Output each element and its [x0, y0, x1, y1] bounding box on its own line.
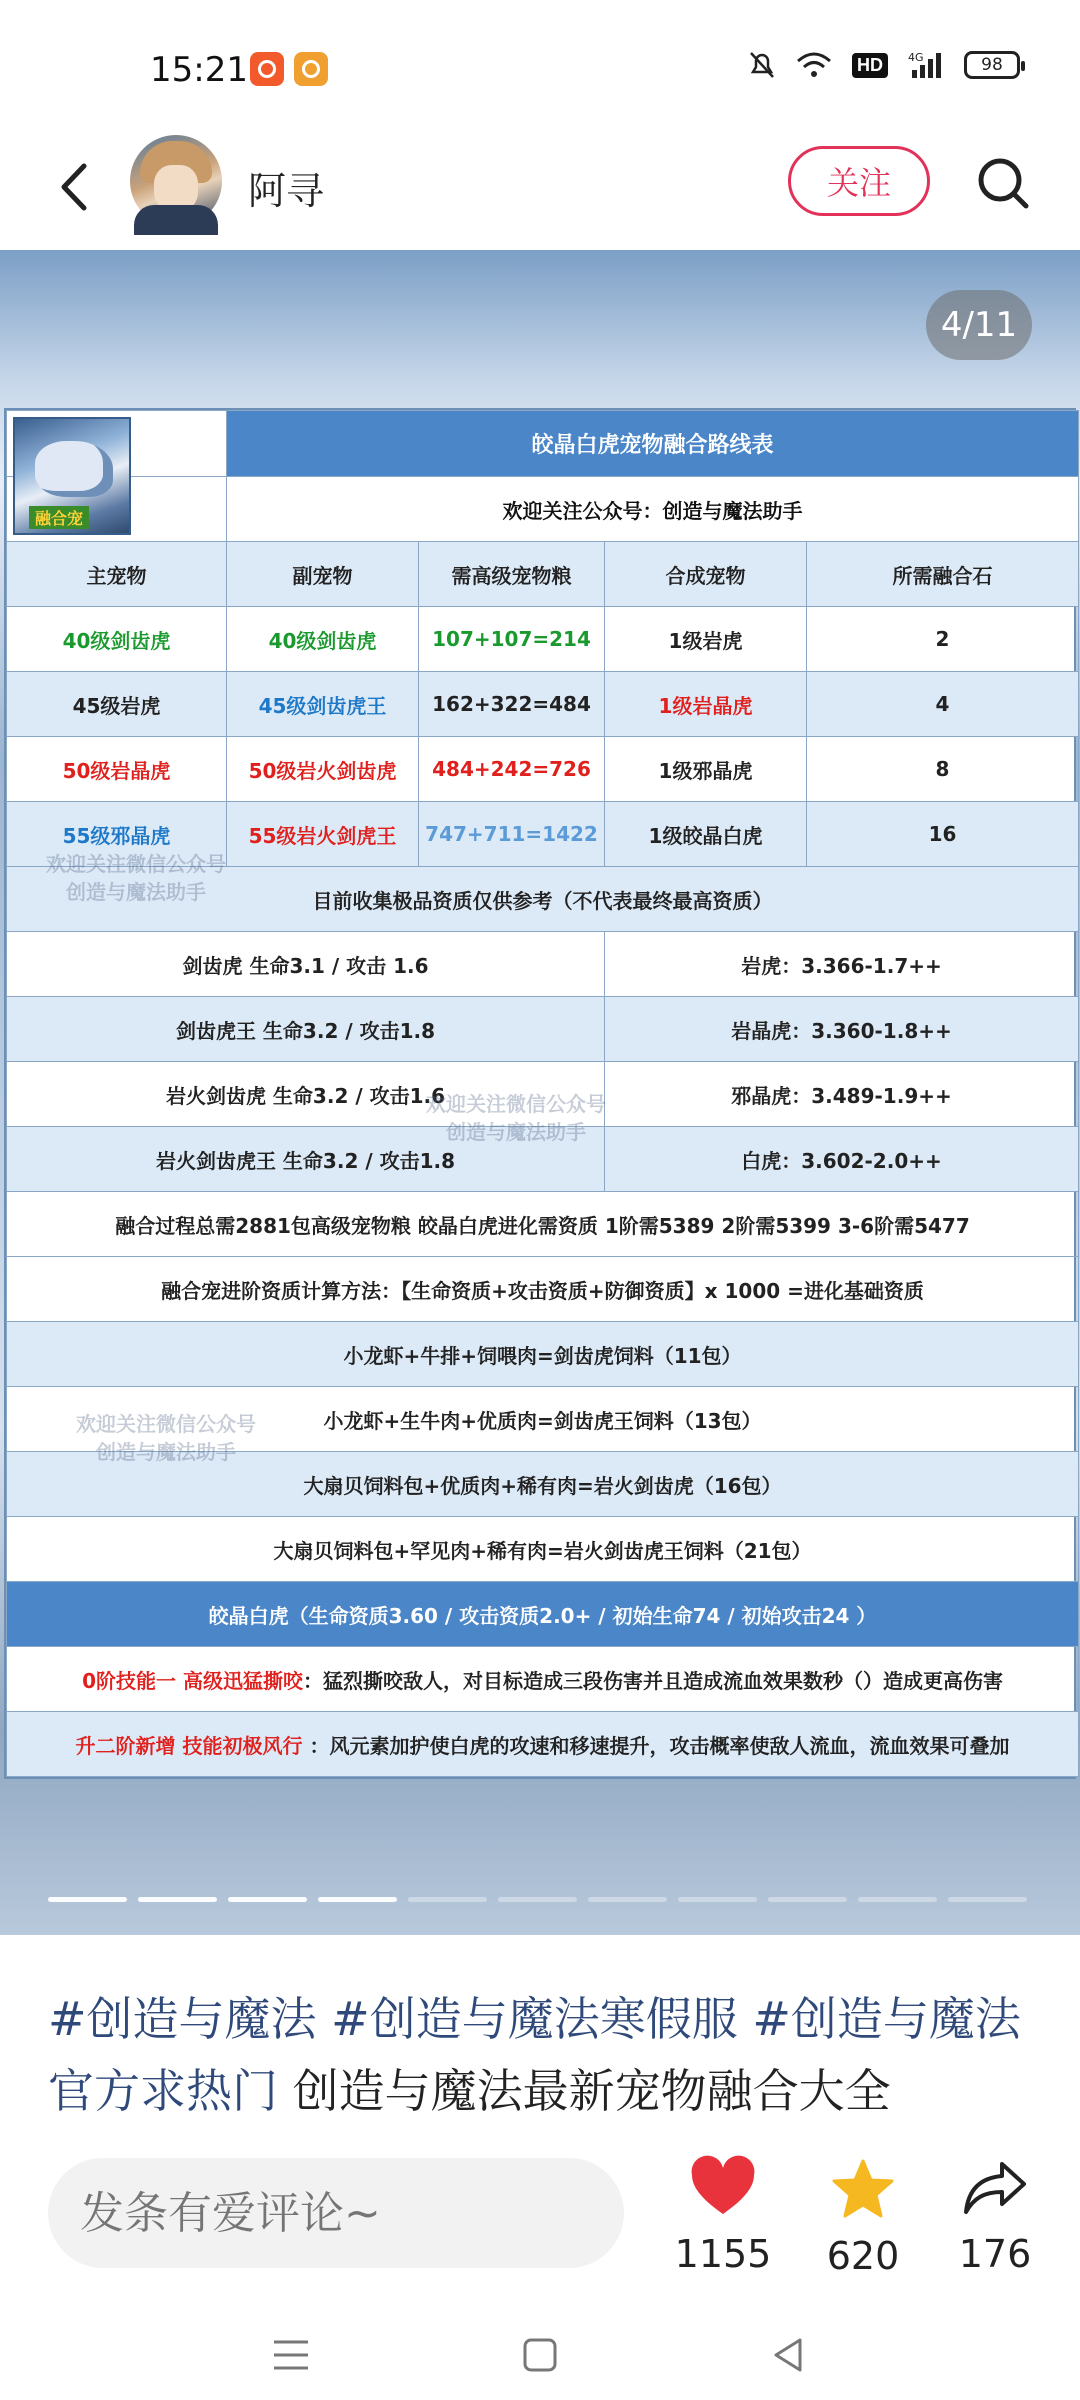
- menu-icon[interactable]: [266, 2330, 316, 2380]
- avatar[interactable]: [130, 135, 222, 227]
- share-button[interactable]: [940, 2158, 1050, 2276]
- process-text: 融合过程总需2881包高级宠物粮 皎晶白虎进化需资质 1阶需5389 2阶需5399 3-6阶需5477: [7, 1192, 1079, 1257]
- stats-row: [7, 997, 1079, 1062]
- wifi-icon: [796, 51, 832, 79]
- skill-cell: [7, 1647, 1079, 1712]
- author-name[interactable]: 阿寻: [248, 169, 325, 213]
- table-header-row: [7, 542, 1079, 607]
- process-row: [7, 1192, 1079, 1257]
- fusion-route-table: [4, 408, 1076, 1779]
- post-header: [0, 130, 1080, 250]
- watermark-line: 欢迎关注微信公众号: [426, 1092, 606, 1116]
- table-cell: 40级剑齿虎: [7, 607, 227, 672]
- table-row: [7, 607, 1079, 672]
- formula-text: 融合宠进阶资质计算方法：【生命资质+攻击资质+防御资质】x 1000 =进化基础资质: [7, 1257, 1079, 1322]
- table-cell: 45级岩虎: [7, 672, 227, 737]
- stat-right: 岩虎：3.366-1.7++: [605, 932, 1079, 997]
- column-header: 需高级宠物粮: [419, 542, 605, 607]
- post-caption: [48, 1983, 1038, 2143]
- battery-indicator: 98: [964, 51, 1020, 79]
- skill-description: ：风元素加护使白虎的攻速和移速提升，攻击概率使敌人流血，流血效果可叠加: [302, 1733, 1010, 1758]
- recipe-row: [7, 1517, 1079, 1582]
- mute-bell-icon: [748, 50, 776, 80]
- summary-row: [7, 1582, 1079, 1647]
- table-cell: 45级剑齿虎王: [227, 672, 419, 737]
- table-row: [7, 802, 1079, 867]
- stat-left: 岩火剑齿虎 生命3.2 / 攻击1.6: [7, 1062, 605, 1127]
- stat-right: 邪晶虎：3.489-1.9++: [605, 1062, 1079, 1127]
- table-cell: 16: [807, 802, 1079, 867]
- table-cell: 2: [807, 607, 1079, 672]
- carousel-dots: [48, 1897, 1027, 1902]
- recipe-row: [7, 1322, 1079, 1387]
- recipe-text: 小龙虾+牛排+饲喂肉=剑齿虎饲料（11包）: [7, 1322, 1079, 1387]
- share-icon: [962, 2158, 1028, 2218]
- table-cell: 55级邪晶虎: [7, 802, 227, 867]
- stat-right: 白虎：3.602-2.0++: [605, 1127, 1079, 1192]
- stats-row: [7, 1127, 1079, 1192]
- recipe-row: [7, 1387, 1079, 1452]
- summary-text: 皎晶白虎（生命资质3.60 / 攻击资质2.0+ / 初始生命74 / 初始攻击24 ）: [7, 1582, 1079, 1647]
- favorite-count: 620: [826, 2234, 900, 2278]
- weibo-notification-icon: [294, 52, 328, 86]
- comment-input[interactable]: [48, 2158, 624, 2268]
- skill-row: [7, 1647, 1079, 1712]
- back-arrow-icon[interactable]: [44, 152, 114, 222]
- skill-row: [7, 1712, 1079, 1777]
- thumbnail-tag: 融合宠: [29, 506, 89, 529]
- caption-text: 创造与魔法最新宠物融合大全: [292, 2064, 891, 2118]
- watermark-line: 欢迎关注微信公众号: [46, 852, 226, 876]
- skill-description: ：猛烈撕咬敌人，对目标造成三段伤害并且造成流血效果数秒（）造成更高伤害: [302, 1668, 1003, 1693]
- recipe-text: 大扇贝饲料包+罕见肉+稀有肉=岩火剑齿虎王饲料（21包）: [7, 1517, 1079, 1582]
- table-cell: 1级岩虎: [605, 607, 807, 672]
- table-title: 皎晶白虎宠物融合路线表: [227, 411, 1079, 477]
- column-header: 副宠物: [227, 542, 419, 607]
- hashtag[interactable]: #创造与魔法官方求热门: [48, 1992, 1021, 2118]
- notice-row: [7, 867, 1079, 932]
- table-cell: 55级岩火剑虎王: [227, 802, 419, 867]
- watermark-line: 欢迎关注微信公众号: [76, 1412, 256, 1436]
- table-row: [7, 672, 1079, 737]
- app-notification-icon: [250, 52, 284, 86]
- formula-row: [7, 1257, 1079, 1322]
- follow-button[interactable]: 关注: [788, 146, 930, 216]
- skill-label: 0阶技能一 高级迅猛撕咬: [82, 1668, 303, 1693]
- table-cell: 1级邪晶虎: [605, 737, 807, 802]
- table-cell: 747+711=1422: [419, 802, 605, 867]
- bottom-action-bar: [0, 2140, 1080, 2310]
- skill-label: 升二阶新增 技能初极风行: [75, 1733, 303, 1758]
- table-cell: 4: [807, 672, 1079, 737]
- stat-right: 岩晶虎：3.360-1.8++: [605, 997, 1079, 1062]
- home-icon[interactable]: [515, 2330, 565, 2380]
- recipe-row: [7, 1452, 1079, 1517]
- stat-left: 岩火剑齿虎王 生命3.2 / 攻击1.8: [7, 1127, 605, 1192]
- table-cell: 50级岩火剑齿虎: [227, 737, 419, 802]
- heart-icon: [690, 2158, 756, 2218]
- status-icons: [748, 50, 1020, 80]
- stat-left: 剑齿虎王 生命3.2 / 攻击1.8: [7, 997, 605, 1062]
- watermark-line: 创造与魔法助手: [96, 1440, 236, 1464]
- skill-cell: [7, 1712, 1079, 1777]
- notice-text: 目前收集极品资质仅供参考（不代表最终最高资质）: [7, 867, 1079, 932]
- pet-thumbnail-cell: [7, 411, 227, 528]
- table-row: [7, 737, 1079, 802]
- status-time: 15:21: [150, 50, 248, 90]
- table-cell: 1级岩晶虎: [605, 672, 807, 737]
- table-cell: 162+322=484: [419, 672, 605, 737]
- table-cell: 50级岩晶虎: [7, 737, 227, 802]
- table-cell: 1级皎晶白虎: [605, 802, 807, 867]
- favorite-button[interactable]: [808, 2158, 918, 2278]
- svg-text:4G: 4G: [908, 51, 924, 64]
- search-icon[interactable]: [970, 150, 1036, 216]
- signal-icon: [908, 50, 944, 80]
- status-bar: [0, 0, 1080, 130]
- like-count: 1155: [674, 2232, 772, 2276]
- recipe-text: 小龙虾+生牛肉+优质肉=剑齿虎王饲料（13包）: [7, 1387, 1079, 1452]
- system-navigation-bar: [0, 2310, 1080, 2400]
- table-cell: 8: [807, 737, 1079, 802]
- table-cell: 40级剑齿虎: [227, 607, 419, 672]
- stat-left: 剑齿虎 生命3.1 / 攻击 1.6: [7, 932, 605, 997]
- hd-badge: HD: [852, 53, 888, 78]
- share-count: 176: [958, 2232, 1032, 2276]
- pet-thumbnail: [13, 417, 131, 535]
- table-cell: 107+107=214: [419, 607, 605, 672]
- stats-row: [7, 932, 1079, 997]
- watermark-line: 创造与魔法助手: [446, 1120, 586, 1144]
- like-button[interactable]: [668, 2158, 778, 2276]
- watermark-line: 创造与魔法助手: [66, 880, 206, 904]
- back-triangle-icon[interactable]: [764, 2330, 814, 2380]
- post-image-carousel[interactable]: [0, 250, 1080, 1935]
- hashtag[interactable]: #创造与魔法寒假服: [331, 1992, 738, 2046]
- column-header: 主宠物: [7, 542, 227, 607]
- column-header: 合成宠物: [605, 542, 807, 607]
- recipe-text: 大扇贝饲料包+优质肉+稀有肉=岩火剑齿虎（16包）: [7, 1452, 1079, 1517]
- page-indicator: 4/11: [926, 290, 1032, 360]
- stats-row: [7, 1062, 1079, 1127]
- table-subtitle: 欢迎关注公众号：创造与魔法助手: [227, 477, 1079, 542]
- column-header: 所需融合石: [807, 542, 1079, 607]
- table-cell: 484+242=726: [419, 737, 605, 802]
- star-icon: [831, 2158, 895, 2220]
- hashtag[interactable]: #创造与魔法: [48, 1992, 317, 2046]
